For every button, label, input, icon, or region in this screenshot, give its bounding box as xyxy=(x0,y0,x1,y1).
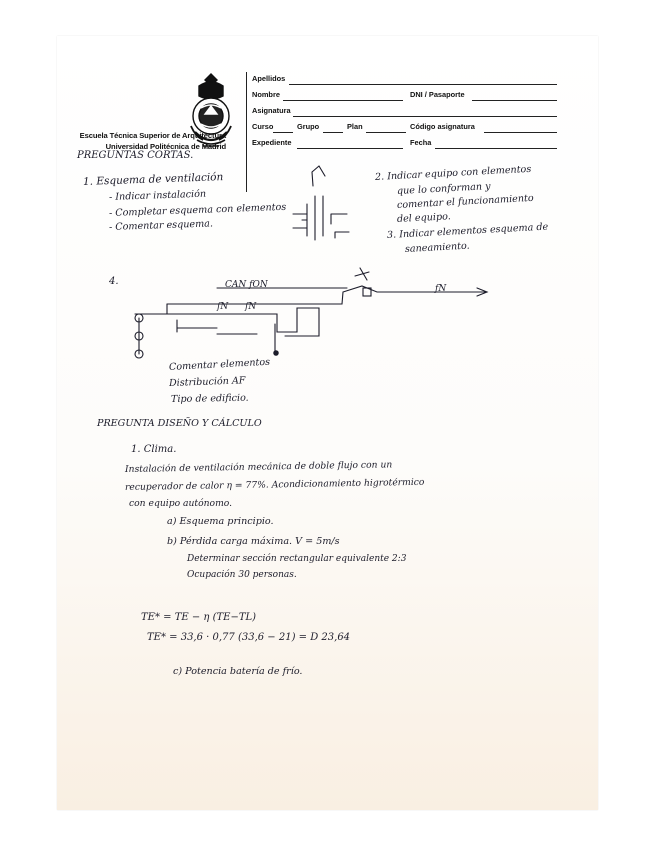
label-dni: DNI / Pasaporte xyxy=(410,90,465,99)
label-asignatura: Asignatura xyxy=(252,106,291,115)
calc-para-3: con equipo autónomo. xyxy=(129,498,233,509)
q3-line-1: 3. Indicar elementos esquema de xyxy=(386,221,549,241)
q1-title: 1. Esquema de ventilación xyxy=(82,171,224,188)
formula-2: TE* = 33,6 · 0,77 (33,6 − 21) = D 23,64 xyxy=(147,632,351,643)
water-distribution-sketch xyxy=(57,36,598,436)
formula-1: TE* = TE − η (TE−TL) xyxy=(141,612,257,623)
exam-sheet xyxy=(57,36,598,810)
label-curso: Curso xyxy=(252,122,274,131)
section-title-short: PREGUNTAS CORTAS. xyxy=(77,150,194,161)
q1-item-1: - Indicar instalación xyxy=(108,188,207,203)
calc-b: b) Pérdida carga máxima. V = 5m/s xyxy=(167,536,340,547)
calc-b-detail-1: Determinar sección rectangular equivalente 2:3 xyxy=(187,554,407,564)
calc-title: 1. Clima. xyxy=(131,444,177,455)
q2-line-4: del equipo. xyxy=(396,211,452,225)
q4-label-2: fN xyxy=(435,284,447,294)
q4-label-3: fN xyxy=(217,302,229,312)
q1-item-2: - Completar esquema con elementos xyxy=(108,201,287,219)
q2-line-3: comentar el funcionamiento xyxy=(396,192,534,211)
q4-number: 4. xyxy=(109,276,119,287)
q3-line-2: saneamiento. xyxy=(404,240,470,255)
label-apellidos: Apellidos xyxy=(252,74,286,83)
university-name: Universidad Politécnica de Madrid xyxy=(105,142,226,151)
calc-c: c) Potencia batería de frío. xyxy=(173,666,303,677)
q2-line-2: que lo conforman y xyxy=(396,181,491,197)
q4-label-1: CAN fON xyxy=(225,280,268,290)
label-codigo: Código asignatura xyxy=(410,122,475,131)
section-title-design: PREGUNTA DISEÑO Y CÁLCULO xyxy=(97,418,262,429)
calc-para-2: recuperador de calor η = 77%. Acondicionamiento higrotérmico xyxy=(124,476,425,493)
q4-note-2: Distribución AF xyxy=(168,375,246,389)
q2-line-1: 2. Indicar equipo con elementos xyxy=(374,163,532,183)
calc-para-1: Instalación de ventilación mecánica de doble flujo con un xyxy=(124,459,393,475)
label-plan: Plan xyxy=(347,122,363,131)
label-nombre: Nombre xyxy=(252,90,280,99)
q4-note-1: Comentar elementos xyxy=(168,356,271,373)
calc-a: a) Esquema principio. xyxy=(167,516,274,527)
label-expediente: Expediente xyxy=(252,138,292,147)
calc-b-detail-2: Ocupación 30 personas. xyxy=(187,570,297,580)
label-grupo: Grupo xyxy=(297,122,320,131)
school-name: Escuela Técnica Superior de Arquitectura xyxy=(79,131,226,140)
q4-label-4: fN xyxy=(245,302,257,312)
q1-item-3: - Comentar esquema. xyxy=(108,218,214,233)
label-fecha: Fecha xyxy=(410,138,432,147)
q4-note-3: Tipo de edificio. xyxy=(170,392,249,405)
